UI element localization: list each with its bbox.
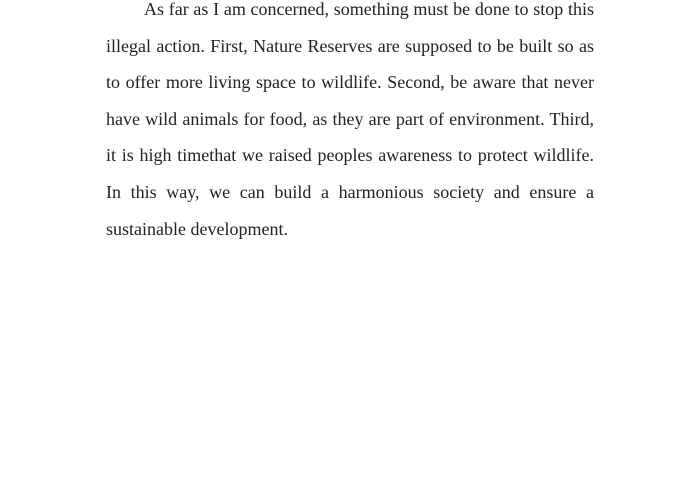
essay-paragraph: As far as I am concerned, something must be done to stop this illegal action. First, Nature Reserves are supposed to be built so as to offer more living space to wildlife. Second, be aware that never have wild animals for food, as they are part of environment. Third, it is high timethat we raised peoples awareness to protect wildlife. In this way, we can build a harmonious society and ensure a sustainable development. [106, 0, 594, 239]
